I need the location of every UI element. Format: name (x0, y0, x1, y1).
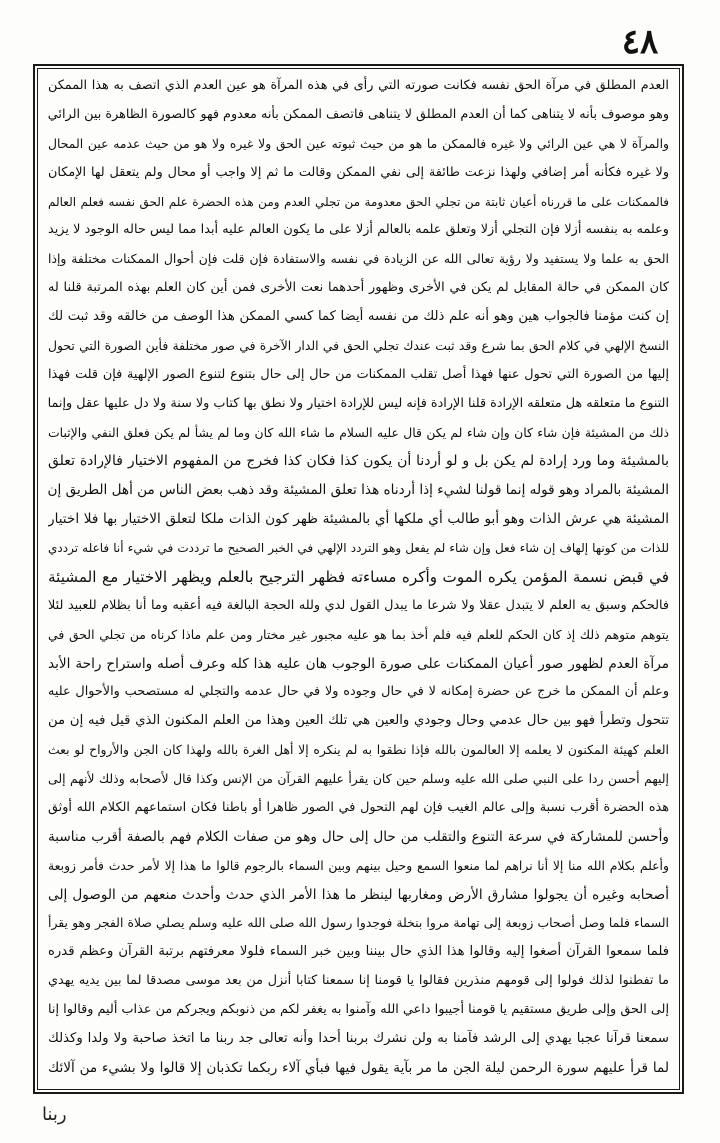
text-line: السماء فلما وصل أصحاب زوبعة إلى تهامة مروا بنخلة فوجدوا رسول الله صلى الله عليه وسلم يصلي صلاة الفجر وهو يقرأ (48, 915, 669, 931)
text-line: المشيئة بالمراد وهو قوله إنما قولنا لشيء إذا أردناه هذا تعلق المشيئة وقد ذهب بعض الناس من أهل الطريق إن (48, 482, 669, 499)
text-line: العدم المطلق في مرآة الحق نفسه فكانت صورته التي رأى في هذه المرآة هو عين العدم الذي اتصف به هذا الممكن (48, 78, 669, 93)
text-line: وأعلم بكلام الله منا إلا أنا نراهم لما منعوا السمع وحيل بينهم وبين السماء بالرجوم قالوا ما هذا إلا لأمر حدث فأمر زوبعة (48, 857, 669, 873)
text-line: التنوع ما متعلقه هل متعلقه الإرادة قلنا الإرادة فإنه ليس للإرادة اختيار ولا نطق بها كتاب ولا سنة ولا دل عليها عقل وإنما (48, 395, 669, 411)
text-line: ما تفطنوا لذلك فولوا إلى قومهم منذرين فقالوا يا قومنا إنا سمعنا كتابا أنزل من بعد موسى مصدقا لما بين يديه يهدي (48, 973, 669, 989)
text-line: فلما سمعوا القرآن أصغوا إليه وقالوا هذا الذي حال بيننا وبين خبر السماء فلولا معرفتهم برتبة القرآن وعظم قدره (48, 944, 669, 960)
text-line: وهو موصوف بأنه لا يتناهى كما أن العدم المطلق لا يتناهى فاتصف الممكن بأنه معدوم فهو كالصورة الظاهرة بين الرائي (48, 106, 669, 122)
text-line: النسخ الإلهي في كلام الحق بما شرع وقد ثبت عندك تجلي الحق في الدار الآخرة في صور مختلفة فأين الصورة التي تحول (48, 337, 669, 353)
text-line: يتوهم متوهم ذلك إذ كان الحكم للعلم فيه فلم أخذ بما هو عليه مجبور غير مختار ومن علم ماذا كرناه من تجلي الحق في (48, 626, 669, 642)
text-line: ذلك من المشيئة فإن شاء كان وإن شاء لم يكن قال عليه السلام ما شاء الله كان وما لم يشأ لم يكن فعلق النفي والإثبات (48, 424, 669, 440)
text-line: إن كنت مؤمنا فالجواب هين وهو أنه علم ذلك من نفسه أيضا كما كسي الممكن هذا الوصف من خالقه وقد ثبت لك (48, 309, 669, 324)
text-line: لما قرأ عليهم سورة الرحمن ليلة الجن ما مر بآية يقول فيها فبأي آلاء ربكما تكذبان إلا قالوا ولا بشيء من آلائك (48, 1059, 669, 1076)
text-line: الحق به علما ولا يستفيد ولا رؤية تعالى الله عن الزيادة في نفسه والاستفادة فإن قلت فإن أحوال الممكنات مختلفة وإذا (48, 251, 669, 267)
text-line: والمرآة لا هي عين الرائي ولا غيره فالممكن ما هو من حيث ثبوته عين الحق ولا غيره ولا هو من حيث عدمه عين المحال (48, 135, 669, 151)
text-line: ولا غيره فكأنه أمر إضافي ولهذا نزعت طائفة إلى نفي الممكن وقالت ما ثم إلا واجب أو محال ولم يتعقل لها الإمكان (48, 164, 669, 180)
text-line: إليها من الصورة التي تحول عنها فهذا أصل تقلب الممكنات من حال إلى حال بتنوع لتنوع الصور الإلهية فإن قلت فهذا (48, 366, 669, 382)
text-line: أصحابه وغيره أن يجولوا مشارق الأرض ومغاربها لينظر ما هذا الأمر الذي حدث وأحدث منعهم من الوصول إلى (48, 886, 669, 903)
text-line: بالمشيئة وما ورد إرادة لم يكن بل و لو أردنا أن يكون كذا فكان كذا فخرج من المفهوم الاختيار فالإرادة تعلق (48, 453, 669, 470)
text-line: إليهم أحسن ردا على النبي صلى الله عليه وسلم حين كان يقرأ عليهم القرآن من الإنس وكذا قال لأصحابه وذلك لأنهم إلى (48, 771, 669, 786)
text-line: وعلمه به بنفسه أزلا فإن التجلي أزلا وتعلق علمه بالعالم أزلا على ما يكون العالم عليه أبدا مما ليس حاله الوجود لا يزيد (48, 222, 669, 238)
text-line: في قبض نسمة المؤمن يكره الموت وأكره مساءته فظهر الترجيح بالعلم ويظهر الاختيار مع المشيئة (48, 567, 669, 586)
text-line: إلى الحق وإلى طريق مستقيم يا قومنا أجيبوا داعي الله وآمنوا به يغفر لكم من ذنوبكم ويجركم من عذاب أليم وقالوا إنا (48, 1002, 669, 1017)
catchword: ربنا (42, 1104, 67, 1125)
text-line: كان الممكن في حالة المقابل لم يكن في الأخرى وظهور أحدهما نعت الأخرى فمن أين كان العلم بهذه المرتبة قلنا له (48, 280, 669, 296)
text-line: العلم كهيئة المكنون لا يعلمه إلا العالمون بالله فإذا نطقوا به لم ينكره إلا أهل الغرة بالله ولهذا كان الجن والأرواح لو بعث (48, 742, 669, 758)
body-text (48, 72, 669, 1082)
text-line: وعلم أن الممكن ما خرج عن حضرة إمكانه لا في حال وجوده ولا في حال عدمه والتجلي له مستصحب والأحوال عليه (48, 684, 669, 700)
text-line: المشيئة هي عرش الذات وهو أبو طالب أي ملكها أي بالمشيئة ظهر كون الذات ملكا لتعلق الاختيار بها فلا اختيار (48, 511, 669, 528)
text-line: للذات من كونها إلهاف إن شاء فعل وإن شاء لم يفعل وهو التردد الإلهي في الخبر الصحيح ما ترددت في شيء أنا فاعله ترددي (48, 541, 669, 555)
text-line: تتحول وتطرأ فهو بين حال عدمي وحال وجودي والعين هي تلك العين وهذا من العلم المكنون الذي قيل فيه إن من (48, 713, 669, 729)
text-line: مرآة العدم لظهور صور أعيان الممكنات على صورة الوجوب هان عليه هذا كله وعرف أصله واستراح راحة الأبد (48, 655, 669, 672)
text-line: سمعنا قرآنا عجبا يهدي إلى الرشد فآمنا به ولن نشرك بربنا أحدا وأنه تعالى جد ربنا ما اتخذ صاحبة ولا ولدا وكذلك (48, 1030, 669, 1046)
text-line: هذه الحضرة أقرب نسبة وإلى عالم الغيب فإن لهم التحول في الصور ظاهرا أو باطنا فكان استماعهم الكلام الله أوثق (48, 799, 669, 815)
text-line: فالحكم وسبق به العلم لا يتبدل عقلا ولا شرعا ما يبدل القول لدي ولله الحجة البالغة فيه أعقبه وما أنا بظلام للعبيد لئلا (48, 597, 669, 613)
text-line: فالممكنات على ما قررناه أعيان ثابتة من تجلي الحق معدومة من تجلي العدم ومن هذه الحضرة علم الحق نفسه فعلم العالم (48, 194, 669, 209)
page-number: ٤٨ (621, 22, 659, 62)
text-line: وأحسن للمشاركة في سرعة التنوع والتقلب من حال إلى حال وهو من صفات الكلام فهم بالصفة أقرب مناسبة (48, 828, 669, 845)
